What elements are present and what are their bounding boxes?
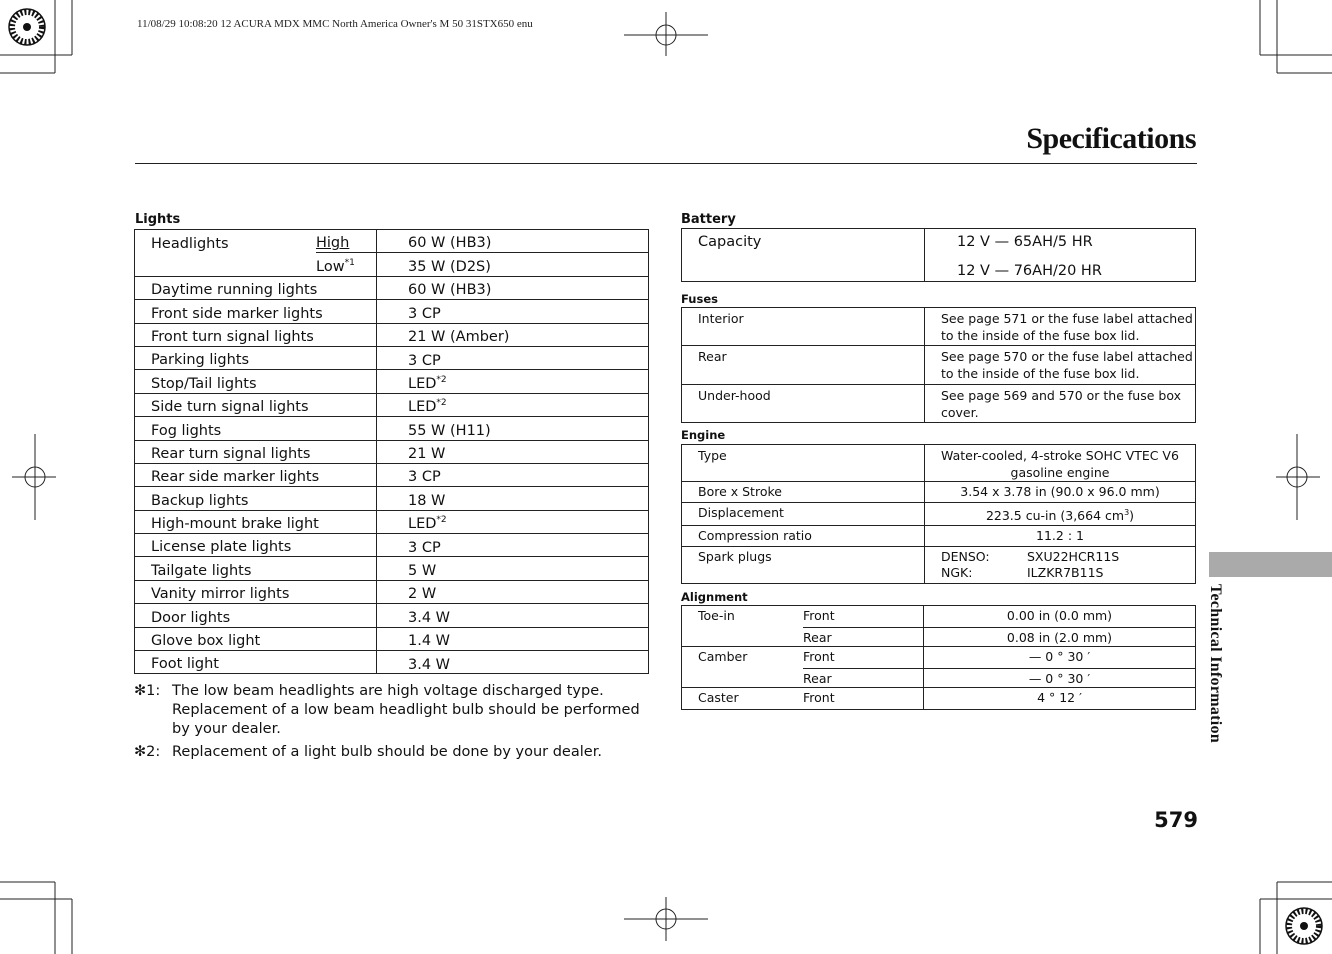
table-row	[682, 606, 1196, 628]
camber-rear-label: Rear	[803, 668, 924, 688]
print-info: 11/08/29 10:08:20 12 ACURA MDX MMC North America Owner's M 50 31STX650 enu	[137, 18, 533, 30]
toein-front-label: Front	[803, 606, 924, 628]
table-row	[135, 440, 649, 463]
capacity-label: Capacity	[682, 229, 925, 282]
table-row	[682, 445, 1196, 482]
light-value: 3 CP	[377, 346, 649, 369]
displacement-value: 223.5 cu-in (3,664 $cm^3$)	[985, 508, 1135, 524]
light-name: Stop/Tail lights	[151, 375, 257, 392]
table-row	[135, 580, 649, 603]
camber-front-label: Front	[803, 647, 924, 669]
toein-rear-value: 0.08 in (2.0 mm)	[1006, 629, 1113, 645]
light-value: LED$^{*2}$	[377, 393, 649, 416]
light-value: LED$^{*2}$	[377, 370, 649, 393]
capacity-values	[925, 229, 1196, 282]
light-name: Backup lights	[151, 492, 249, 509]
light-name: Fog lights	[151, 422, 222, 439]
footnote-1: ✻1: The low beam headlights are high voltage discharged type. Replacement of a low beam headlight bulb should be performed by your dealer.	[134, 683, 640, 737]
table-row	[135, 487, 649, 510]
caster-label: Caster	[698, 690, 739, 705]
light-value: 55 W (H11)	[377, 417, 649, 440]
light-name: Daytime running lights	[151, 282, 318, 299]
table-row	[135, 557, 649, 580]
fuses-heading: Fuses	[681, 292, 718, 306]
table-row	[135, 534, 649, 557]
battery-table	[681, 228, 1196, 282]
toein-rear-label: Rear	[803, 627, 924, 647]
high-value: 60 W (HB3)	[377, 230, 649, 253]
light-value: 2 W	[377, 580, 649, 603]
capacity-value-1: 12 V — 65AH/5 HR	[957, 234, 1093, 250]
light-value: 3 CP	[377, 463, 649, 486]
light-value: 21 W (Amber)	[377, 323, 649, 346]
fuse-interior-label: Interior	[682, 308, 925, 346]
light-value: 3 CP	[377, 534, 649, 557]
light-name: Door lights	[151, 609, 231, 626]
lights-heading: Lights	[135, 212, 181, 227]
light-value: 60 W (HB3)	[377, 276, 649, 299]
table-row	[682, 546, 1196, 583]
compression-value: 11.2 : 1	[1036, 527, 1084, 543]
table-row	[135, 300, 649, 323]
camber-front-value: — 0 ° 30 ′	[924, 647, 1196, 669]
light-value: 21 W	[377, 440, 649, 463]
table-row	[135, 253, 649, 276]
low-label: Low$^{*1}$	[316, 257, 355, 275]
table-row	[135, 346, 649, 369]
section-tab-label: Technical Information	[1207, 584, 1224, 744]
light-name: Foot light	[151, 656, 219, 673]
light-name: Vanity mirror lights	[151, 586, 290, 603]
light-value: 3 CP	[377, 300, 649, 323]
camber-rear-value: — 0 ° 30 ′	[1028, 670, 1091, 686]
fuse-rear-label: Rear	[682, 346, 925, 385]
table-row	[135, 370, 649, 393]
fuse-rear-value: See page 570 or the fuse label attached to the inside of the fuse box lid.	[941, 349, 1193, 381]
headlights-label: Headlights	[151, 235, 229, 252]
bore-label: Bore x Stroke	[682, 482, 925, 503]
caster-front-value: 4 ° 12 ′	[1037, 690, 1082, 705]
table-row	[682, 688, 1196, 710]
table-row	[682, 627, 1196, 647]
compression-label: Compression ratio	[682, 525, 925, 546]
light-name: Tailgate lights	[151, 562, 252, 579]
table-row	[135, 510, 649, 533]
light-name: Rear side marker lights	[151, 469, 320, 486]
light-name: License plate lights	[151, 539, 292, 556]
displacement-label: Displacement	[682, 503, 925, 526]
light-value: 3.4 W	[377, 604, 649, 627]
fuses-table	[681, 307, 1196, 423]
spark-plugs-values: DENSO: SXU22HCR11S NGK: ILZKR7B11S	[941, 548, 1120, 581]
light-value: 5 W	[377, 557, 649, 580]
light-value: LED$^{*2}$	[377, 510, 649, 533]
table-row	[682, 525, 1196, 546]
table-row	[682, 647, 1196, 669]
capacity-value-2: 12 V — 76AH/20 HR	[957, 263, 1102, 279]
battery-heading: Battery	[681, 212, 736, 227]
page-title: Specifications	[1026, 122, 1196, 155]
table-row	[682, 385, 1196, 423]
toein-front-value: 0.00 in (0.0 mm)	[924, 606, 1196, 628]
page-number: 579	[1154, 808, 1198, 832]
fuse-underhood-label: Under-hood	[682, 385, 925, 423]
section-tab-bar	[1209, 552, 1332, 577]
light-name: Glove box light	[151, 633, 261, 650]
fuse-underhood-value: See page 569 and 570 or the fuse box cover.	[941, 388, 1181, 420]
low-value: 35 W (D2S)	[377, 253, 649, 276]
table-row	[135, 627, 649, 650]
light-name: Parking lights	[151, 352, 250, 369]
footnote-2: ✻2: Replacement of a light bulb should be done by your dealer.	[134, 744, 602, 760]
lights-table	[134, 229, 649, 674]
table-row	[682, 308, 1196, 346]
engine-type-value: Water-cooled, 4-stroke SOHC VTEC V6 gasoline engine	[941, 448, 1179, 480]
table-row	[135, 417, 649, 440]
camber-label: Camber	[698, 649, 748, 664]
light-value: 3.4 W	[377, 651, 649, 674]
light-value: 18 W	[377, 487, 649, 510]
table-row	[682, 229, 1196, 282]
table-row	[682, 668, 1196, 688]
light-name: High-mount brake light	[151, 516, 319, 533]
table-row	[682, 503, 1196, 526]
table-row	[682, 346, 1196, 385]
starburst-icon	[1286, 908, 1322, 944]
light-name: Front side marker lights	[151, 305, 323, 322]
fuse-interior-value: See page 571 or the fuse label attached to the inside of the fuse box lid.	[941, 311, 1193, 343]
table-row	[135, 393, 649, 416]
starburst-icon	[9, 9, 45, 45]
high-label: High	[316, 230, 377, 253]
alignment-heading: Alignment	[681, 590, 748, 604]
title-rule	[135, 163, 1197, 164]
light-name: Rear turn signal lights	[151, 445, 311, 462]
table-row	[135, 651, 649, 674]
engine-heading: Engine	[681, 428, 726, 442]
light-name: Side turn signal lights	[151, 399, 309, 416]
toein-label: Toe-in	[698, 608, 735, 623]
caster-front-label: Front	[803, 688, 924, 710]
bore-value: 3.54 x 3.78 in (90.0 x 96.0 mm)	[960, 484, 1160, 499]
light-name: Front turn signal lights	[151, 328, 314, 345]
table-row	[135, 276, 649, 299]
table-row	[682, 482, 1196, 503]
alignment-table	[681, 605, 1196, 710]
spark-plugs-label: Spark plugs	[682, 546, 925, 583]
engine-type-label: Type	[682, 445, 925, 482]
engine-table	[681, 444, 1196, 584]
table-row	[135, 463, 649, 486]
table-row	[135, 230, 649, 253]
table-row	[135, 323, 649, 346]
table-row	[135, 604, 649, 627]
light-value: 1.4 W	[377, 627, 649, 650]
